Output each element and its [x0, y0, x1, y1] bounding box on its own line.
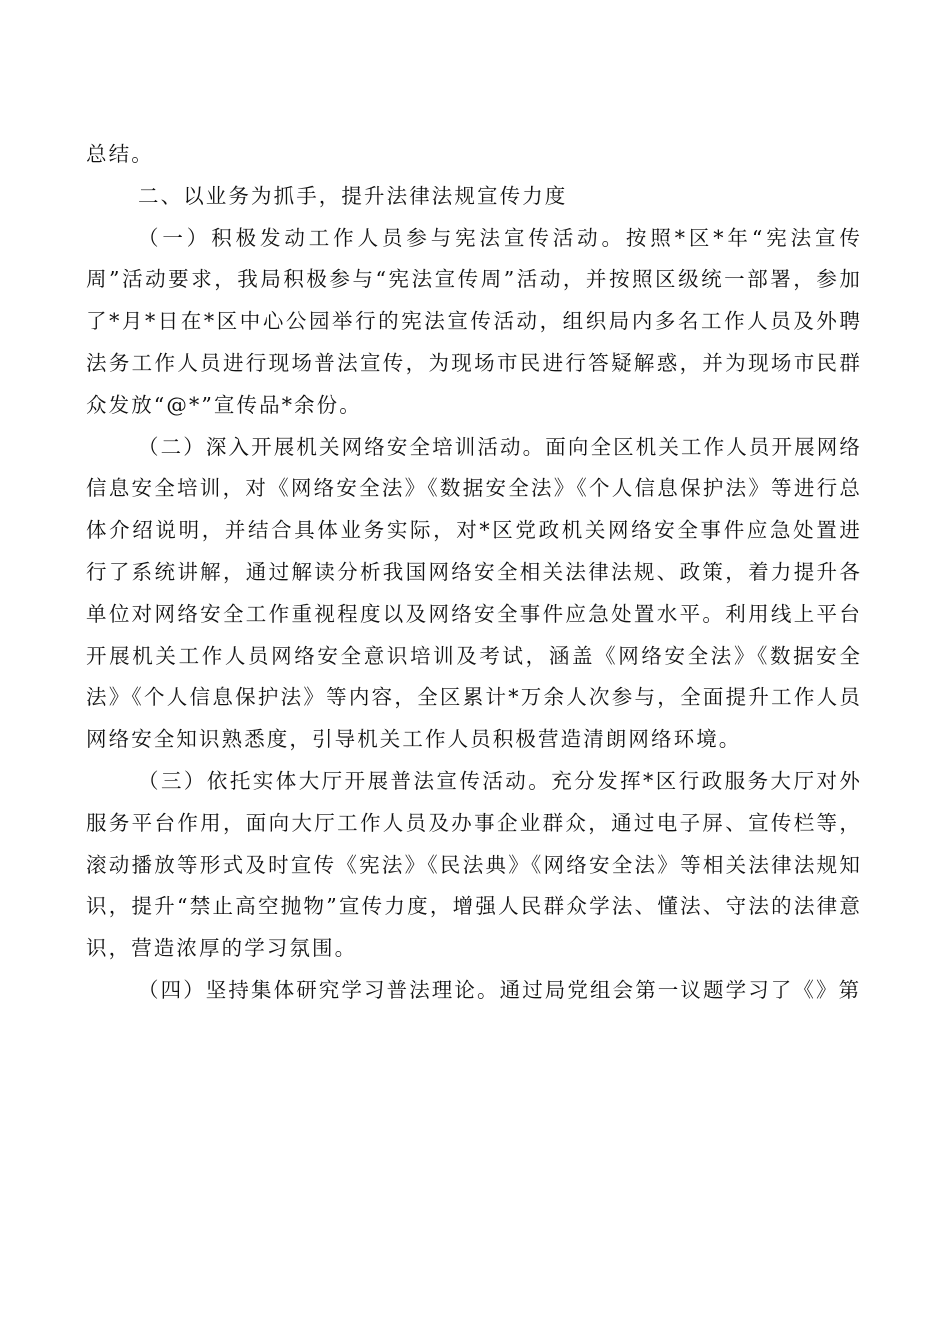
paragraph-summary-end: 总结。 [86, 142, 154, 166]
paragraph-item-4: （四）坚持集体研究学习普法理论。通过局党组会第一议题学习了《》第 [138, 977, 862, 1002]
section-heading: 二、以业务为抓手，提升法律法规宣传力度 [138, 183, 568, 208]
document-body [86, 134, 862, 1012]
paragraph-item-3: （三）依托实体大厅开展普法宣传活动。充分发挥*区行政服务大厅对外服务平台作用，面向大厅工作人员及办事企业群众，通过电子屏、宣传栏等，滚动播放等形式及时宣传《宪法》《民法典》《网络安全法》等相关法律法规知识，提升“禁止高空抛物”宣传力度，增强人民群众学法、懂法、守法的法律意识，营造浓厚的学习氛围。 [86, 768, 862, 961]
paragraph-item-2: （二）深入开展机关网络安全培训活动。面向全区机关工作人员开展网络信息安全培训，对《网络安全法》《数据安全法》《个人信息保护法》等进行总体介绍说明，并结合具体业务实际，对*区党政机关网络安全事件应急处置进行了系统讲解，通过解读分析我国网络安全相关法律法规、政策，着力提升各单位对网络安全工作重视程度以及网络安全事件应急处置水平。利用线上平台开展机关工作人员网络安全意识培训及考试，涵盖《网络安全法》《数据安全法》《个人信息保护法》等内容，全区累计*万余人次参与，全面提升工作人员网络安全知识熟悉度，引导机关工作人员积极营造清朗网络环境。 [86, 434, 862, 752]
paragraph-item-1: （一）积极发动工作人员参与宪法宣传活动。按照*区*年“宪法宣传周”活动要求，我局积极参与“宪法宣传周”活动，并按照区级统一部署，参加了*月*日在*区中心公园举行的宪法宣传活动，组织局内多名工作人员及外聘法务工作人员进行现场普法宣传，为现场市民进行答疑解惑，并为现场市民群众发放“@*”宣传品*余份。 [86, 225, 862, 417]
